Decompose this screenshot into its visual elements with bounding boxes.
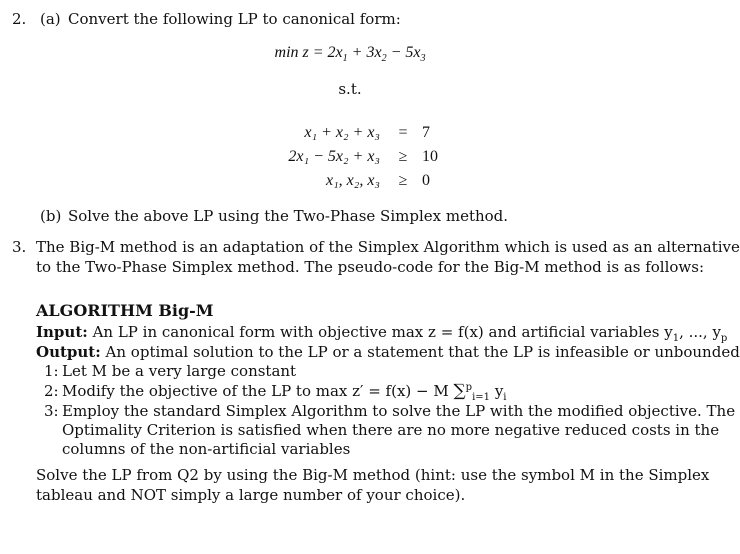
algorithm-title: ALGORITHM Big-M <box>36 301 214 320</box>
constraint-2-relation: ≥ <box>398 148 408 165</box>
summation-symbol: ∑ <box>453 381 466 401</box>
q3-intro-line-2: to the Two-Phase Simplex method. The pseudo-code for the Big-M method is as follows: <box>36 258 705 276</box>
closing-line-2: tableau and NOT simply a large number of your choice). <box>36 486 466 504</box>
question-2-number: 2. <box>12 10 27 28</box>
nonnegativity-lhs: x₁, x₂, x₃ <box>326 172 380 189</box>
algorithm-output <box>36 343 740 362</box>
output-text: An optimal solution to the LP or a statement that the LP is infeasible or unbounded <box>105 343 740 361</box>
constraint-1-relation: = <box>398 124 408 141</box>
step-2-text: Modify the objective of the LP to max z′ = f(x) − M ∑$^p_{i=1}$ $y_i$ <box>62 381 507 403</box>
question-3-number: 3. <box>12 238 27 256</box>
subject-to-label: s.t. <box>338 80 362 98</box>
q3-intro-line-1: The Big-M method is an adaptation of the Simplex Algorithm which is used as an alternative <box>36 238 740 256</box>
constraint-2-rhs: 10 <box>422 148 438 165</box>
closing-line-1: Solve the LP from Q2 by using the Big-M method (hint: use the symbol M in the Simplex <box>36 466 710 484</box>
step-3-number: 3: <box>44 402 59 420</box>
constraint-2-lhs: 2x₁ − 5x₂ + x₃ <box>288 148 380 165</box>
constraint-1-lhs: x₁ + x₂ + x₃ <box>304 124 380 141</box>
step-3-line-1: Employ the standard Simplex Algorithm to solve the LP with the modified objective. The <box>62 402 736 420</box>
step-2-number: 2: <box>44 382 59 400</box>
step-3-line-2: Optimality Criterion is satisfied when there are no more negative reduced costs in the <box>62 421 720 439</box>
objective-function: $\min z = 2x_1 + 3x_2 - 5x_3$ <box>274 44 426 65</box>
output-label: Output: <box>36 343 101 361</box>
nonnegativity-rhs: 0 <box>422 172 430 189</box>
input-text: An LP in canonical form with objective max z = f(x) and artificial variables $y_1$, ..., $y_p$ <box>92 323 728 344</box>
algorithm-input <box>36 323 727 342</box>
step-1-text: Let M be a very large constant <box>62 362 297 380</box>
q2-part-a-text: Convert the following LP to canonical form: <box>68 10 401 28</box>
q2-part-b-text: Solve the above LP using the Two-Phase Simplex method. <box>68 207 509 225</box>
step-3-line-3: columns of the non-artificial variables <box>62 440 351 458</box>
constraint-1-rhs: 7 <box>422 124 430 141</box>
q2-part-a-label: (a) <box>40 10 61 28</box>
nonnegativity-relation: ≥ <box>398 172 408 189</box>
q2-part-b-label: (b) <box>40 207 62 225</box>
input-label: Input: <box>36 323 88 341</box>
step-1-number: 1: <box>44 362 59 380</box>
